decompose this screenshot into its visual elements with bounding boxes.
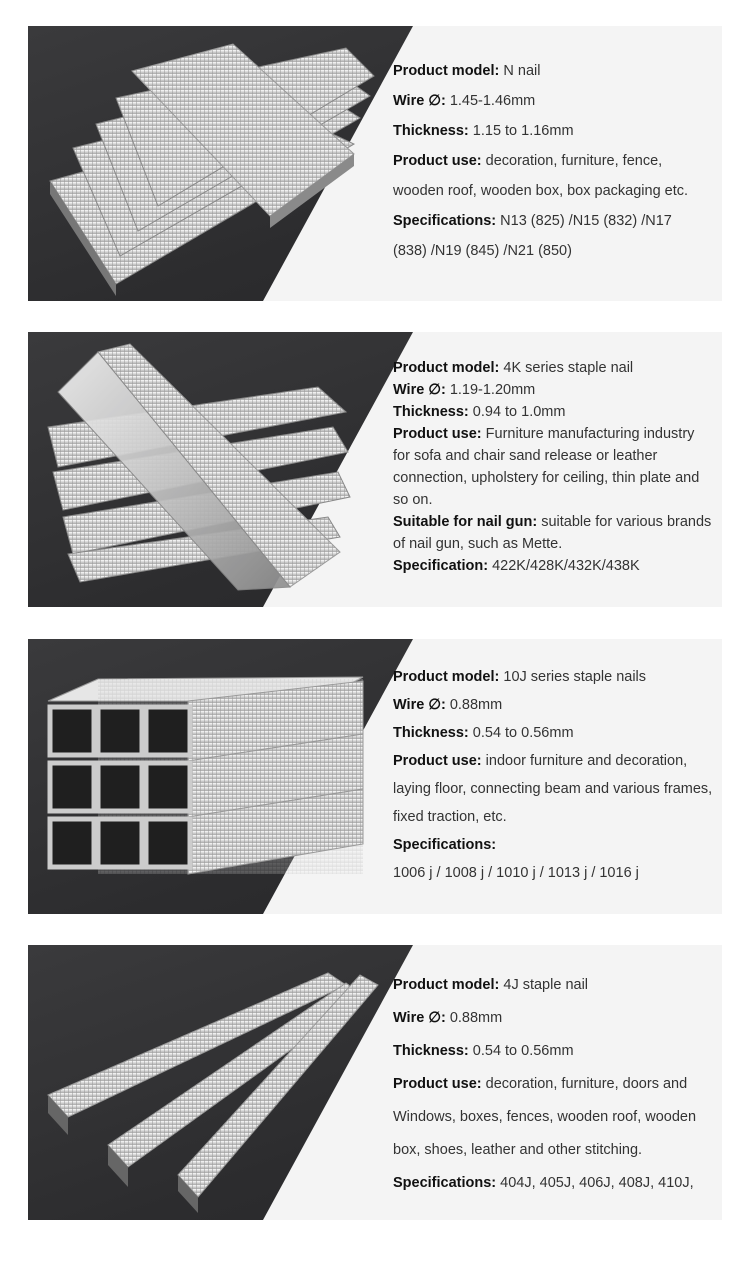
spec-line bbox=[393, 747, 710, 775]
spec-line bbox=[393, 423, 710, 445]
spec-line bbox=[393, 379, 710, 401]
product-specs bbox=[393, 663, 713, 887]
spec-line bbox=[393, 1068, 710, 1101]
spec-label: Wire ∅: bbox=[393, 697, 450, 713]
product-specs bbox=[393, 357, 710, 577]
spec-value: 0.88mm bbox=[449, 1010, 503, 1026]
spec-value: 0.88mm bbox=[449, 697, 503, 713]
spec-value: 0.54 to 0.56mm bbox=[472, 1043, 574, 1059]
product-card-4j-staple bbox=[28, 945, 722, 1220]
spec-value: (838) /N19 (845) /N21 (850) bbox=[393, 243, 572, 259]
spec-value: 0.54 to 0.56mm bbox=[472, 725, 574, 741]
spec-line bbox=[393, 445, 710, 467]
spec-line bbox=[393, 719, 710, 747]
spec-value: 1006 j / 1008 j / 1010 j / 1013 j / 1016 j bbox=[393, 865, 639, 881]
n-nail-strips-image bbox=[28, 26, 408, 301]
spec-value: laying floor, connecting beam and various frames, bbox=[393, 781, 713, 797]
spec-label: Product use: bbox=[393, 153, 486, 169]
spec-label: Thickness: bbox=[393, 725, 473, 741]
spec-line bbox=[393, 775, 713, 803]
spec-value: 1.19-1.20mm bbox=[449, 382, 536, 398]
spec-value: 1.45-1.46mm bbox=[449, 93, 536, 109]
spec-value: suitable for various brands bbox=[541, 514, 712, 530]
spec-value: 404J, 405J, 406J, 408J, 410J, bbox=[500, 1175, 694, 1191]
spec-label: Product model: bbox=[393, 63, 504, 79]
spec-value: wooden roof, wooden box, box packaging etc. bbox=[393, 183, 689, 199]
spec-label: Thickness: bbox=[393, 1043, 473, 1059]
spec-line bbox=[393, 146, 710, 176]
spec-line bbox=[393, 489, 710, 511]
spec-value: 4K series staple nail bbox=[503, 360, 634, 376]
spec-line bbox=[393, 511, 710, 533]
spec-label: Specification: bbox=[393, 558, 493, 574]
spec-line bbox=[393, 236, 710, 266]
spec-label: Thickness: bbox=[393, 404, 473, 420]
spec-line bbox=[393, 1134, 710, 1167]
spec-label: Wire ∅: bbox=[393, 1010, 450, 1026]
spec-line bbox=[393, 1002, 710, 1035]
spec-label: Specifications: bbox=[393, 1175, 501, 1191]
spec-value: Windows, boxes, fences, wooden roof, wooden bbox=[393, 1109, 697, 1125]
spec-value: so on. bbox=[393, 492, 433, 508]
spec-label: Product use: bbox=[393, 1076, 486, 1092]
spec-label: Product model: bbox=[393, 360, 504, 376]
spec-line bbox=[393, 1101, 710, 1134]
spec-line bbox=[393, 969, 710, 1002]
spec-line bbox=[393, 533, 710, 555]
spec-label: Product model: bbox=[393, 669, 504, 685]
spec-value: 0.94 to 1.0mm bbox=[472, 404, 566, 420]
spec-line bbox=[393, 663, 710, 691]
spec-label: Product use: bbox=[393, 753, 486, 769]
spec-label: Product use: bbox=[393, 426, 486, 442]
spec-line bbox=[393, 467, 710, 489]
spec-value: 10J series staple nails bbox=[503, 669, 647, 685]
spec-value: 1.15 to 1.16mm bbox=[472, 123, 574, 139]
4j-staple-strips-image bbox=[28, 945, 408, 1220]
spec-line bbox=[393, 803, 710, 831]
spec-value: for sofa and chair sand release or leather bbox=[393, 448, 658, 464]
spec-label: Thickness: bbox=[393, 123, 473, 139]
product-specs bbox=[393, 56, 710, 266]
product-card-10j-staple bbox=[28, 639, 722, 914]
spec-line bbox=[393, 401, 710, 423]
spec-label: Specifications: bbox=[393, 213, 501, 229]
4k-staple-strips-image bbox=[28, 332, 408, 607]
spec-line bbox=[393, 116, 710, 146]
spec-value: N nail bbox=[503, 63, 541, 79]
spec-label: Specifications: bbox=[393, 837, 497, 853]
spec-value: indoor furniture and decoration, bbox=[485, 753, 688, 769]
spec-value: 4J staple nail bbox=[503, 977, 589, 993]
spec-line bbox=[393, 86, 710, 116]
spec-label: Product model: bbox=[393, 977, 504, 993]
spec-line bbox=[393, 176, 710, 206]
spec-line bbox=[393, 206, 710, 236]
spec-label: Wire ∅: bbox=[393, 382, 450, 398]
spec-line bbox=[393, 1167, 710, 1200]
spec-line bbox=[393, 691, 710, 719]
spec-value: decoration, furniture, fence, bbox=[485, 153, 663, 169]
product-card-n-nail bbox=[28, 26, 722, 301]
spec-value: connection, upholstery for ceiling, thin plate and bbox=[393, 470, 700, 486]
spec-value: 422K/428K/432K/438K bbox=[492, 558, 640, 574]
spec-value: fixed traction, etc. bbox=[393, 809, 507, 825]
spec-value: N13 (825) /N15 (832) /N17 bbox=[500, 213, 672, 229]
spec-label: Suitable for nail gun: bbox=[393, 514, 542, 530]
spec-line bbox=[393, 555, 710, 577]
10j-staple-stack-image bbox=[28, 639, 408, 914]
product-card-4k-staple bbox=[28, 332, 722, 607]
spec-line bbox=[393, 56, 710, 86]
spec-line bbox=[393, 859, 710, 887]
spec-value: of nail gun, such as Mette. bbox=[393, 536, 563, 552]
spec-value: decoration, furniture, doors and bbox=[485, 1076, 688, 1092]
spec-line bbox=[393, 357, 710, 379]
spec-value: Furniture manufacturing industry bbox=[485, 426, 695, 442]
product-specs bbox=[393, 969, 710, 1200]
spec-line bbox=[393, 831, 710, 859]
spec-line bbox=[393, 1035, 710, 1068]
spec-value: box, shoes, leather and other stitching. bbox=[393, 1142, 643, 1158]
spec-label: Wire ∅: bbox=[393, 93, 450, 109]
